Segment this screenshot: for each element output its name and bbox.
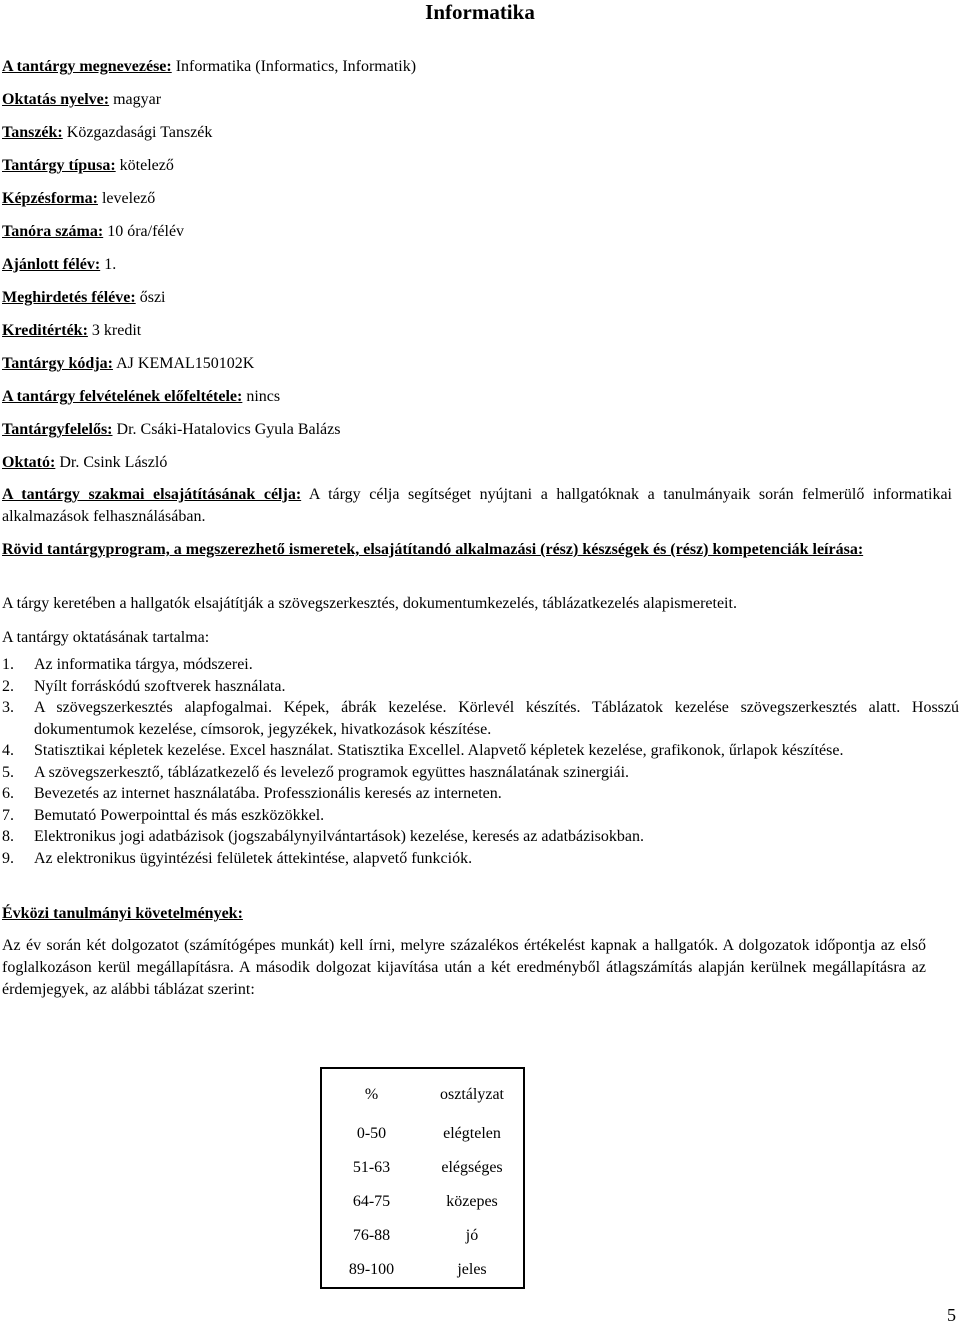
table-cell: elégséges xyxy=(441,1159,503,1176)
list-item xyxy=(2,848,959,870)
field-label: Tantárgyfelelős: xyxy=(2,421,113,438)
field-label: Oktatás nyelve: xyxy=(2,91,110,108)
program-intro: A tárgy keretében a hallgatók elsajátítják a szövegszerkesztés, dokumentumkezelés, táblázatkezelés alapismereteit. xyxy=(2,595,737,612)
list-item-text: Az informatika tárgya, módszerei. xyxy=(34,656,253,673)
field-value: 1. xyxy=(100,256,117,273)
list-item-text: Bevezetés az internet használatába. Professzionális keresés az interneten. xyxy=(34,785,502,802)
program-heading-text: Rövid tantárgyprogram, a megszerezhető ismeretek, elsajátítandó alkalmazási (rész) készségek és (rész) kompetenciák leírása: xyxy=(2,541,864,558)
field-department xyxy=(2,122,212,144)
requirements-heading xyxy=(2,903,952,925)
list-item-text: Nyílt forráskódú szoftverek használata. xyxy=(34,677,286,695)
table-cell: elégtelen xyxy=(443,1125,501,1142)
field-value: Dr. Csink László xyxy=(55,454,168,471)
table-row xyxy=(321,1185,524,1219)
field-label: Tanóra száma: xyxy=(2,223,104,240)
field-label: Ajánlott félév: xyxy=(2,256,101,273)
field-value: 3 kredit xyxy=(87,322,142,339)
list-item-number: 9. xyxy=(2,849,14,867)
field-subject-type xyxy=(2,155,174,177)
table-cell: 0-50 xyxy=(356,1125,387,1142)
list-item-text: Statisztikai képletek kezelése. Excel használat. Statisztika Excellel. Alapvető képletek kezelése, grafikonok, űrlapok készítése. xyxy=(34,742,844,759)
field-value: Közgazdasági Tanszék xyxy=(62,124,213,141)
table-row xyxy=(321,1253,524,1288)
list-item-number: 3. xyxy=(2,699,14,716)
page-title: Informatika xyxy=(425,0,535,24)
field-label: A tantárgy megnevezése: xyxy=(2,58,172,75)
list-item-number: 6. xyxy=(2,785,14,802)
field-language xyxy=(2,89,161,111)
list-item-text: A szövegszerkesztő, táblázatkezelő és levelező programok együttes használatának szinergiái. xyxy=(34,763,630,781)
table-cell: 64-75 xyxy=(352,1193,391,1210)
program-heading xyxy=(2,539,952,561)
field-label: Tantárgy kódja: xyxy=(2,355,113,372)
field-label: Kreditérték: xyxy=(2,322,88,339)
table-row xyxy=(321,1117,524,1151)
field-subject-name xyxy=(2,56,416,78)
field-value: 10 óra/félév xyxy=(103,223,185,240)
list-item-number: 2. xyxy=(2,677,14,695)
list-item xyxy=(2,654,959,676)
field-label: Meghirdetés féléve: xyxy=(2,289,136,306)
list-item-text: Az elektronikus ügyintézési felületek áttekintése, alapvető funkciók. xyxy=(34,849,473,867)
field-responsible xyxy=(2,419,340,441)
list-item-number: 4. xyxy=(2,742,14,759)
field-subject-code xyxy=(2,353,254,375)
field-value: nincs xyxy=(242,388,281,405)
requirements-heading-text: Évközi tanulmányi követelmények: xyxy=(2,905,243,922)
field-label: Képzésforma: xyxy=(2,190,98,207)
field-recommended-semester xyxy=(2,254,116,276)
table-cell: 76-88 xyxy=(352,1227,391,1244)
field-credit xyxy=(2,320,141,342)
list-item-number: 1. xyxy=(2,656,14,673)
field-label: Oktató: xyxy=(2,454,56,471)
content-list xyxy=(2,654,959,869)
list-item xyxy=(2,740,959,762)
field-value: AJ KEMAL150102K xyxy=(112,355,255,372)
field-label: Tantárgy típusa: xyxy=(2,157,116,174)
table-header-cell: osztályzat xyxy=(440,1086,504,1103)
table-cell: 89-100 xyxy=(348,1261,395,1278)
list-item-text: Elektronikus jogi adatbázisok (jogszabálynyilvántartások) kezelése, keresés az adatbázisokban. xyxy=(34,828,644,845)
field-value: kötelező xyxy=(115,157,174,174)
table-header-row xyxy=(321,1068,524,1117)
table-cell: 51-63 xyxy=(352,1159,391,1176)
field-value: Informatika (Informatics, Informatik) xyxy=(171,58,417,75)
goal-label: A tantárgy szakmai elsajátításának célja: xyxy=(2,486,302,503)
grade-table xyxy=(320,1067,525,1289)
field-label: A tantárgy felvételének előfeltétele: xyxy=(2,388,243,405)
table-cell: közepes xyxy=(446,1193,498,1210)
table-row xyxy=(321,1151,524,1185)
goal-paragraph xyxy=(2,484,952,528)
field-label: Tanszék: xyxy=(2,124,63,141)
list-item-text: A szövegszerkesztés alapfogalmai. Képek, ábrák kezelése. Körlevél készítés. Táblázatok kezelése szövegszerkesztés alatt. Hosszú dokumentumok kezelése, címsorok, jegyzékek, hivatkozások készítése. xyxy=(34,699,959,738)
field-lesson-count xyxy=(2,221,184,243)
field-value: Dr. Csáki-Hatalovics Gyula Balázs xyxy=(112,421,341,438)
list-item xyxy=(2,805,959,827)
requirements-paragraph: Az év során két dolgozatot (számítógépes munkát) kell írni, melyre százalékos értékelést kapnak a hallgatók. A dolgozatok időpontja az első foglalkozáson kerül megállapításra. A második dolgozat kijavítása után a két eredményből átlagszámítás alapján kerülnek megállapításra az érdemjegyek, az alábbi táblázat szerint: xyxy=(2,937,926,998)
table-cell: jeles xyxy=(457,1261,487,1278)
field-prerequisite xyxy=(2,386,280,408)
list-item-number: 5. xyxy=(2,763,14,781)
list-item xyxy=(2,697,959,740)
list-item-text: Bemutató Powerpointtal és más eszközökkel. xyxy=(34,806,325,824)
list-item-number: 8. xyxy=(2,828,14,845)
list-item xyxy=(2,762,959,784)
goal-text: A tárgy célja segítséget nyújtani a hallgatóknak a tanulmányaik során felmerülő informatikai alkalmazások felhasználásában. xyxy=(2,486,953,525)
field-announcement-semester xyxy=(2,287,166,309)
list-item xyxy=(2,676,959,698)
list-item xyxy=(2,826,959,848)
table-row xyxy=(321,1219,524,1253)
field-training-form xyxy=(2,188,155,210)
list-item xyxy=(2,783,959,805)
page-number: 5 xyxy=(947,1305,956,1325)
content-title: A tantárgy oktatásának tartalma: xyxy=(2,629,210,646)
table-header-cell: % xyxy=(364,1086,379,1103)
field-value: őszi xyxy=(135,289,166,306)
field-value: levelező xyxy=(97,190,156,207)
field-value: magyar xyxy=(109,91,162,108)
field-instructor xyxy=(2,452,167,474)
list-item-number: 7. xyxy=(2,806,14,824)
table-cell: jó xyxy=(465,1227,479,1244)
